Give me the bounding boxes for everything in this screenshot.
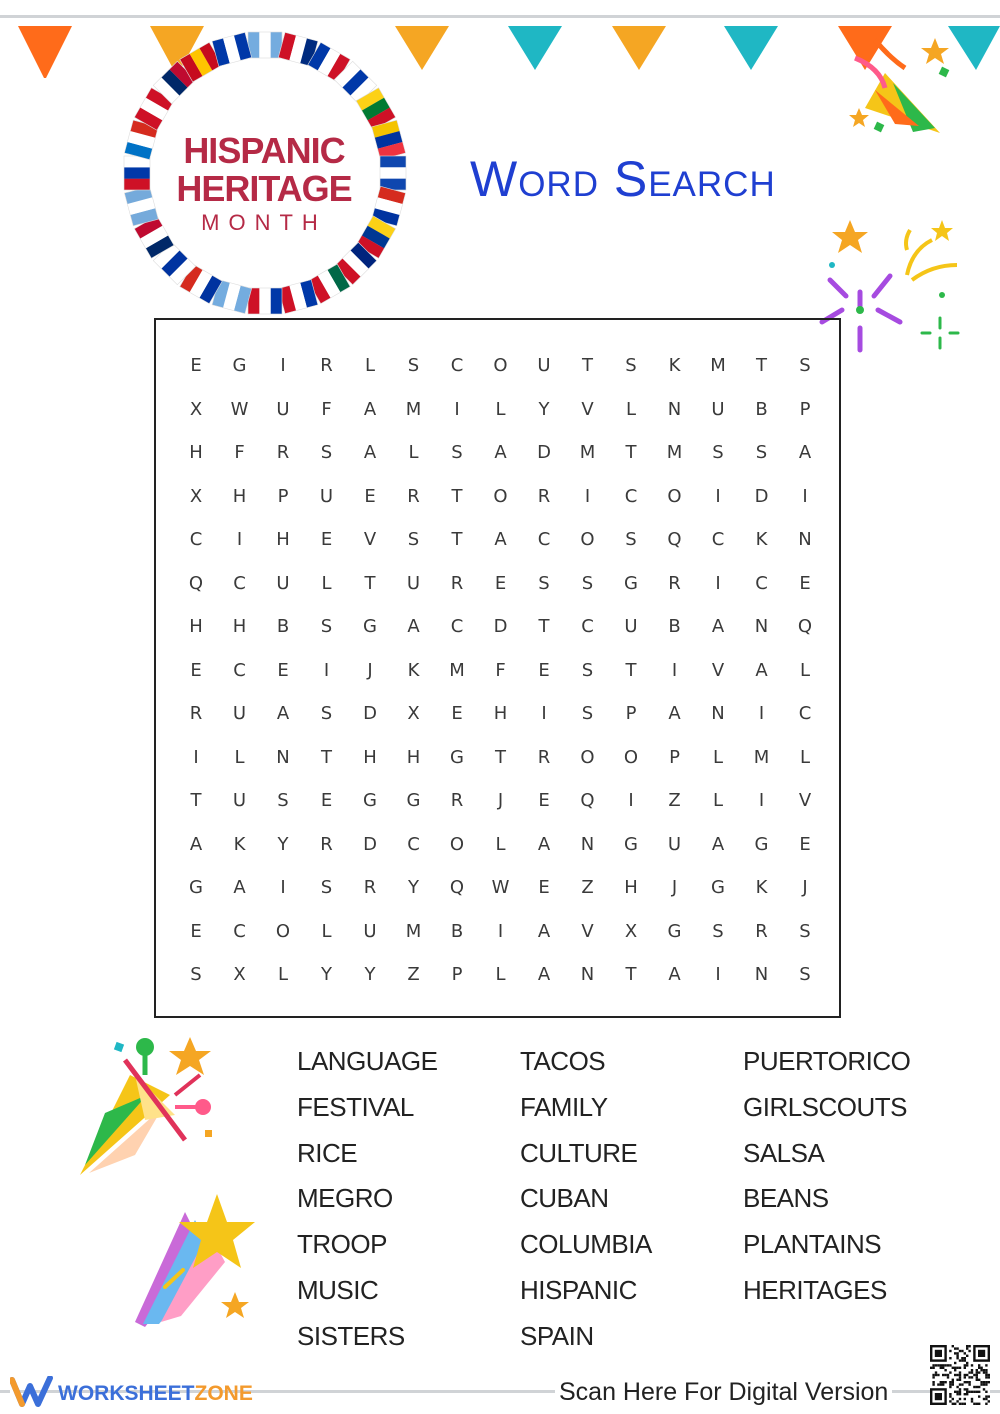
grid-letter[interactable]: U <box>363 920 377 942</box>
grid-letter[interactable]: C <box>798 703 812 724</box>
grid-letter[interactable]: Q <box>580 790 595 811</box>
grid-letter[interactable]: A <box>711 833 725 855</box>
grid-letter[interactable]: M <box>666 442 683 463</box>
grid-letter[interactable]: N <box>667 398 682 420</box>
grid-letter[interactable]: W <box>491 877 510 898</box>
word-list-item: FAMILY <box>520 1091 608 1122</box>
grid-letter[interactable]: G <box>667 920 682 942</box>
word-list-item: COLUMBIA <box>520 1229 652 1260</box>
grid-letter[interactable]: C <box>233 659 246 681</box>
grid-letter[interactable]: A <box>537 920 551 942</box>
grid-letter[interactable]: P <box>451 964 463 985</box>
grid-letter[interactable]: H <box>406 746 421 768</box>
grid-letter[interactable]: O <box>580 746 595 768</box>
logo-month: MONTH <box>201 210 327 235</box>
grid-letter[interactable]: I <box>758 790 765 811</box>
grid-letter[interactable]: C <box>450 355 464 376</box>
grid-row <box>174 910 824 954</box>
word-list-item: GIRLSCOUTS <box>743 1091 908 1122</box>
word-list-item: PLANTAINS <box>743 1229 882 1260</box>
grid-letter[interactable]: I <box>802 485 808 507</box>
grid-letter[interactable]: Q <box>797 616 813 637</box>
word-list-item: BEANS <box>743 1183 829 1214</box>
grid-letter[interactable]: I <box>280 877 286 898</box>
word-list-item: HERITAGES <box>743 1275 887 1305</box>
grid-letter[interactable]: S <box>320 703 333 724</box>
grid-letter[interactable]: V <box>798 790 812 811</box>
grid-letter[interactable]: T <box>756 355 767 376</box>
grid-letter[interactable]: H <box>624 877 638 898</box>
grid-letter[interactable]: G <box>754 833 769 855</box>
grid-letter[interactable]: M <box>753 746 770 768</box>
grid-row <box>174 823 824 867</box>
grid-letter[interactable]: D <box>363 833 377 855</box>
grid-letter[interactable]: L <box>712 790 724 811</box>
grid-letter[interactable]: S <box>712 920 724 942</box>
grid-letter[interactable]: U <box>232 703 247 724</box>
grid-letter[interactable]: G <box>363 790 377 811</box>
grid-letter[interactable]: Y <box>277 833 289 855</box>
grid-letter[interactable]: T <box>625 659 637 681</box>
grid-letter[interactable]: S <box>625 355 637 376</box>
grid-letter[interactable]: T <box>451 529 463 550</box>
grid-letter[interactable]: G <box>406 790 421 811</box>
grid-letter[interactable]: U <box>276 572 290 594</box>
grid-letter[interactable]: H <box>189 616 203 637</box>
grid-letter[interactable]: S <box>799 355 811 376</box>
grid-letter[interactable]: D <box>493 616 508 637</box>
grid-letter[interactable]: S <box>625 529 637 550</box>
grid-letter[interactable]: J <box>671 877 678 898</box>
grid-letter[interactable]: B <box>668 616 681 637</box>
worksheetzone-brand[interactable] <box>10 1374 253 1410</box>
grid-letter[interactable]: E <box>320 529 333 550</box>
grid-letter[interactable]: X <box>407 703 420 724</box>
grid-letter[interactable]: K <box>755 877 768 898</box>
grid-letter[interactable]: I <box>280 355 286 376</box>
grid-letter[interactable]: E <box>190 355 202 376</box>
grid-letter[interactable]: E <box>320 790 333 811</box>
word-list-item: SISTERS <box>297 1320 405 1351</box>
grid-letter[interactable]: T <box>321 746 332 768</box>
grid-row <box>174 562 824 606</box>
grid-letter[interactable]: G <box>189 877 203 898</box>
grid-letter[interactable]: J <box>367 659 373 681</box>
grid-row <box>174 649 824 693</box>
grid-letter[interactable]: A <box>363 442 377 463</box>
grid-letter[interactable]: T <box>582 355 593 376</box>
grid-letter[interactable]: I <box>497 920 504 942</box>
grid-letter[interactable]: X <box>233 964 246 985</box>
grid-row <box>174 475 824 519</box>
grid-row <box>174 692 824 736</box>
grid-letter[interactable]: S <box>407 529 420 550</box>
grid-row <box>174 779 824 823</box>
grid-letter[interactable]: I <box>715 485 721 507</box>
grid-letter[interactable]: O <box>493 355 508 376</box>
grid-letter[interactable]: N <box>276 746 290 768</box>
grid-letter[interactable]: I <box>715 964 721 985</box>
grid-letter[interactable]: E <box>364 485 376 507</box>
grid-letter[interactable]: S <box>755 442 768 463</box>
grid-letter[interactable]: Z <box>407 964 420 985</box>
grid-letter[interactable]: P <box>625 703 637 724</box>
grid-letter[interactable]: H <box>493 703 508 724</box>
scan-text: Scan Here For Digital Version <box>555 1378 892 1407</box>
grid-letter[interactable]: E <box>538 659 550 681</box>
grid-letter[interactable]: L <box>321 920 332 942</box>
grid-letter[interactable]: R <box>450 572 464 594</box>
grid-letter[interactable]: R <box>276 442 290 463</box>
grid-letter[interactable]: L <box>799 659 811 681</box>
grid-letter[interactable]: I <box>323 659 330 681</box>
grid-row <box>174 388 824 432</box>
grid-letter[interactable]: O <box>580 529 595 550</box>
grid-letter[interactable]: H <box>363 746 377 768</box>
grid-letter[interactable]: U <box>406 572 421 594</box>
grid-letter[interactable]: N <box>580 964 595 985</box>
grid-letter[interactable]: K <box>407 659 420 681</box>
grid-row <box>174 344 824 388</box>
brand-main: WORKSHEET <box>58 1382 195 1405</box>
word-list-item: LANGUAGE <box>297 1046 438 1076</box>
grid-letter[interactable]: A <box>537 964 551 985</box>
grid-letter[interactable]: O <box>275 920 291 942</box>
logo-heritage: HERITAGE <box>176 168 352 209</box>
grid-letter[interactable]: S <box>451 442 463 463</box>
party-popper-icon <box>75 1035 220 1180</box>
grid-letter[interactable]: B <box>755 398 768 420</box>
grid-letter[interactable]: S <box>320 616 333 637</box>
grid-letter[interactable]: E <box>190 920 202 942</box>
grid-letter[interactable]: H <box>276 529 290 550</box>
grid-letter[interactable]: T <box>495 746 506 768</box>
grid-letter[interactable]: A <box>233 877 246 898</box>
grid-letter[interactable]: U <box>537 355 551 376</box>
grid-letter[interactable]: C <box>189 529 203 550</box>
grid-letter[interactable]: E <box>799 833 811 855</box>
word-list-item: SPAIN <box>520 1320 594 1351</box>
grid-letter[interactable]: S <box>277 790 289 811</box>
grid-letter[interactable]: T <box>625 964 637 985</box>
grid-letter[interactable]: E <box>799 572 811 594</box>
grid-letter[interactable]: S <box>581 572 594 594</box>
grid-letter[interactable]: I <box>541 703 547 724</box>
grid-letter[interactable]: C <box>407 833 420 855</box>
grid-row <box>174 518 824 562</box>
grid-letter[interactable]: O <box>623 746 639 768</box>
grid-letter[interactable]: E <box>451 703 463 724</box>
word-list-item: HISPANIC <box>520 1275 637 1305</box>
bunting-flag-icon <box>612 26 666 70</box>
grid-letter[interactable]: K <box>755 529 768 550</box>
qr-code-icon[interactable] <box>930 1345 990 1405</box>
grid-letter[interactable]: N <box>798 529 812 550</box>
grid-letter[interactable]: R <box>320 833 333 855</box>
grid-letter[interactable]: Z <box>668 790 681 811</box>
grid-letter[interactable]: T <box>538 616 550 637</box>
grid-letter[interactable]: O <box>493 485 508 507</box>
grid-letter[interactable]: M <box>405 920 422 942</box>
grid-letter[interactable]: S <box>799 964 811 985</box>
word-list-item: PUERTORICO <box>743 1046 911 1076</box>
grid-letter[interactable]: N <box>754 964 769 985</box>
grid-letter[interactable]: G <box>711 877 725 898</box>
grid-letter[interactable]: Y <box>321 964 332 985</box>
grid-letter[interactable]: A <box>668 964 681 985</box>
grid-letter[interactable]: S <box>190 964 202 985</box>
word-list-item: SALSA <box>743 1137 825 1168</box>
grid-letter[interactable]: L <box>712 746 724 768</box>
grid-letter[interactable]: U <box>276 398 290 420</box>
grid-letter[interactable]: I <box>671 659 678 681</box>
grid-letter[interactable]: R <box>407 485 420 507</box>
grid-letter[interactable]: P <box>669 746 680 768</box>
grid-letter[interactable]: V <box>711 659 725 681</box>
grid-letter[interactable]: L <box>321 572 332 594</box>
grid-letter[interactable]: Y <box>538 398 550 420</box>
grid-letter[interactable]: L <box>495 964 506 985</box>
grid-letter[interactable]: B <box>276 616 290 637</box>
grid-letter[interactable]: I <box>758 703 765 724</box>
grid-letter[interactable]: E <box>538 790 550 811</box>
grid-row <box>174 605 824 649</box>
bunting-flag-icon <box>724 26 778 70</box>
grid-letter[interactable]: A <box>276 703 290 724</box>
logo-text <box>160 132 368 236</box>
grid-letter[interactable]: S <box>581 703 594 724</box>
grid-letter[interactable]: C <box>624 485 638 507</box>
grid-letter[interactable]: M <box>405 398 422 420</box>
bunting-flag-icon <box>18 26 72 78</box>
word-list-item: MUSIC <box>297 1275 379 1305</box>
grid-letter[interactable]: K <box>668 355 681 376</box>
grid-letter[interactable]: T <box>451 485 463 507</box>
grid-letter[interactable]: V <box>581 920 594 942</box>
grid-letter[interactable]: S <box>538 572 550 594</box>
grid-letter[interactable]: D <box>363 703 377 724</box>
grid-letter[interactable]: H <box>189 442 203 463</box>
brand-accent: ZONE <box>194 1382 253 1405</box>
grid-letter[interactable]: A <box>711 616 725 637</box>
grid-letter[interactable]: R <box>537 746 551 768</box>
grid-letter[interactable]: A <box>189 833 203 855</box>
grid-letter[interactable]: C <box>711 529 725 550</box>
grid-letter[interactable]: D <box>754 485 769 507</box>
grid-letter[interactable]: A <box>537 833 551 855</box>
grid-letter[interactable]: A <box>668 703 681 724</box>
brand-name <box>58 1382 253 1406</box>
grid-letter[interactable]: J <box>802 877 808 898</box>
grid-letter[interactable]: P <box>277 485 289 507</box>
grid-letter[interactable]: V <box>363 529 377 550</box>
grid-letter[interactable]: I <box>236 529 243 550</box>
grid-letter[interactable]: J <box>497 790 504 811</box>
grid-letter[interactable]: R <box>320 355 333 376</box>
grid-letter[interactable]: M <box>449 659 465 681</box>
grid-letter[interactable]: I <box>715 572 721 594</box>
word-list-item: TROOP <box>297 1229 387 1260</box>
grid-letter[interactable]: M <box>710 355 726 376</box>
party-popper-icon <box>845 28 955 138</box>
grid-letter[interactable]: A <box>494 442 507 463</box>
grid-letter[interactable]: S <box>581 659 594 681</box>
grid-letter[interactable]: E <box>494 572 507 594</box>
worksheetzone-logo-icon <box>10 1376 54 1408</box>
grid-letter[interactable]: C <box>233 920 246 942</box>
grid-letter[interactable]: U <box>667 833 682 855</box>
grid-letter[interactable]: A <box>494 529 507 550</box>
grid-letter[interactable]: I <box>628 790 634 811</box>
logo-hispanic: HISPANIC <box>183 130 345 171</box>
grid-letter[interactable]: X <box>189 398 203 420</box>
grid-letter[interactable]: R <box>450 790 464 811</box>
grid-letter[interactable]: K <box>233 833 246 855</box>
grid-letter[interactable]: A <box>798 442 812 463</box>
grid-letter[interactable]: L <box>625 398 637 420</box>
grid-letter[interactable]: L <box>234 746 245 768</box>
grid-letter[interactable]: F <box>495 659 506 681</box>
grid-letter[interactable]: Q <box>188 572 204 594</box>
grid-letter[interactable]: G <box>363 616 377 637</box>
grid-letter[interactable]: R <box>189 703 203 724</box>
grid-letter[interactable]: Z <box>581 877 594 898</box>
grid-letter[interactable]: S <box>407 355 420 376</box>
grid-letter[interactable]: M <box>579 442 596 463</box>
word-list-item: MEGRO <box>297 1183 393 1214</box>
grid-letter[interactable]: G <box>624 572 638 594</box>
grid-letter[interactable]: X <box>624 920 638 942</box>
grid-letter[interactable]: N <box>754 616 769 637</box>
grid-letter[interactable]: E <box>538 877 550 898</box>
word-list-item: FESTIVAL <box>297 1091 414 1122</box>
word-list-item: RICE <box>297 1137 358 1168</box>
grid-letter[interactable]: T <box>364 572 376 594</box>
grid-letter[interactable]: G <box>624 833 638 855</box>
grid-letter[interactable]: L <box>277 964 289 985</box>
grid-letter[interactable]: S <box>712 442 724 463</box>
grid-letter[interactable]: R <box>668 572 681 594</box>
grid-letter[interactable]: A <box>407 616 420 637</box>
grid-row <box>174 736 824 780</box>
grid-letter[interactable]: C <box>537 529 551 550</box>
page-title: Word Search <box>470 151 776 207</box>
grid-letter[interactable]: H <box>232 485 247 507</box>
grid-letter[interactable]: E <box>190 659 202 681</box>
bunting-flag-icon <box>948 26 1000 70</box>
grid-letter[interactable]: U <box>624 616 638 637</box>
grid-letter[interactable]: P <box>799 398 811 420</box>
grid-letter[interactable]: S <box>799 920 811 942</box>
grid-row <box>174 431 824 475</box>
grid-letter[interactable]: L <box>364 355 376 376</box>
grid-letter[interactable]: A <box>363 398 377 420</box>
grid-letter[interactable]: N <box>580 833 595 855</box>
grid-letter[interactable]: U <box>319 485 334 507</box>
grid-letter[interactable]: C <box>233 572 246 594</box>
bunting-flag-icon <box>508 26 562 70</box>
grid-letter[interactable]: L <box>799 746 811 768</box>
grid-letter[interactable]: Y <box>364 964 376 985</box>
grid-letter[interactable]: G <box>232 355 247 376</box>
grid-row <box>174 953 824 997</box>
grid-letter[interactable]: I <box>454 398 460 420</box>
grid-letter[interactable]: A <box>755 659 768 681</box>
grid-letter[interactable]: Y <box>408 877 419 898</box>
grid-row <box>174 866 824 910</box>
grid-letter[interactable]: Q <box>667 529 682 550</box>
grid-letter[interactable]: L <box>495 398 506 420</box>
grid-letter[interactable]: W <box>230 398 249 420</box>
grid-letter[interactable]: L <box>495 833 506 855</box>
grid-letter[interactable]: B <box>450 920 464 942</box>
grid-letter[interactable]: D <box>537 442 551 463</box>
grid-letter[interactable]: S <box>320 442 333 463</box>
grid-letter[interactable]: G <box>450 746 464 768</box>
grid-letter[interactable]: T <box>190 790 202 811</box>
grid-letter[interactable]: L <box>408 442 419 463</box>
grid-letter[interactable]: F <box>234 442 245 463</box>
grid-letter[interactable]: C <box>581 616 594 637</box>
grid-letter[interactable]: V <box>581 398 594 420</box>
grid-letter[interactable]: O <box>449 833 465 855</box>
grid-letter[interactable]: I <box>193 746 199 768</box>
grid-letter[interactable]: S <box>320 877 333 898</box>
grid-letter[interactable]: R <box>363 877 377 898</box>
grid-letter[interactable]: N <box>711 703 725 724</box>
grid-letter[interactable]: R <box>537 485 551 507</box>
shooting-star-icon <box>125 1192 265 1332</box>
word-list-item: CUBAN <box>520 1183 609 1214</box>
grid-letter[interactable]: C <box>450 616 464 637</box>
grid-letter[interactable]: X <box>189 485 203 507</box>
grid-letter[interactable]: R <box>755 920 768 942</box>
grid-letter[interactable]: T <box>625 442 637 463</box>
grid-letter[interactable]: C <box>755 572 768 594</box>
word-list-item: CULTURE <box>520 1137 638 1168</box>
word-list-item: TACOS <box>520 1046 606 1076</box>
grid-letter[interactable]: I <box>584 485 591 507</box>
grid-letter[interactable]: U <box>232 790 247 811</box>
grid-letter[interactable]: E <box>277 659 289 681</box>
grid-letter[interactable]: Q <box>449 877 465 898</box>
grid-letter[interactable]: O <box>667 485 682 507</box>
grid-letter[interactable]: U <box>711 398 725 420</box>
grid-letter[interactable]: F <box>321 398 332 420</box>
grid-letter[interactable]: H <box>232 616 247 637</box>
